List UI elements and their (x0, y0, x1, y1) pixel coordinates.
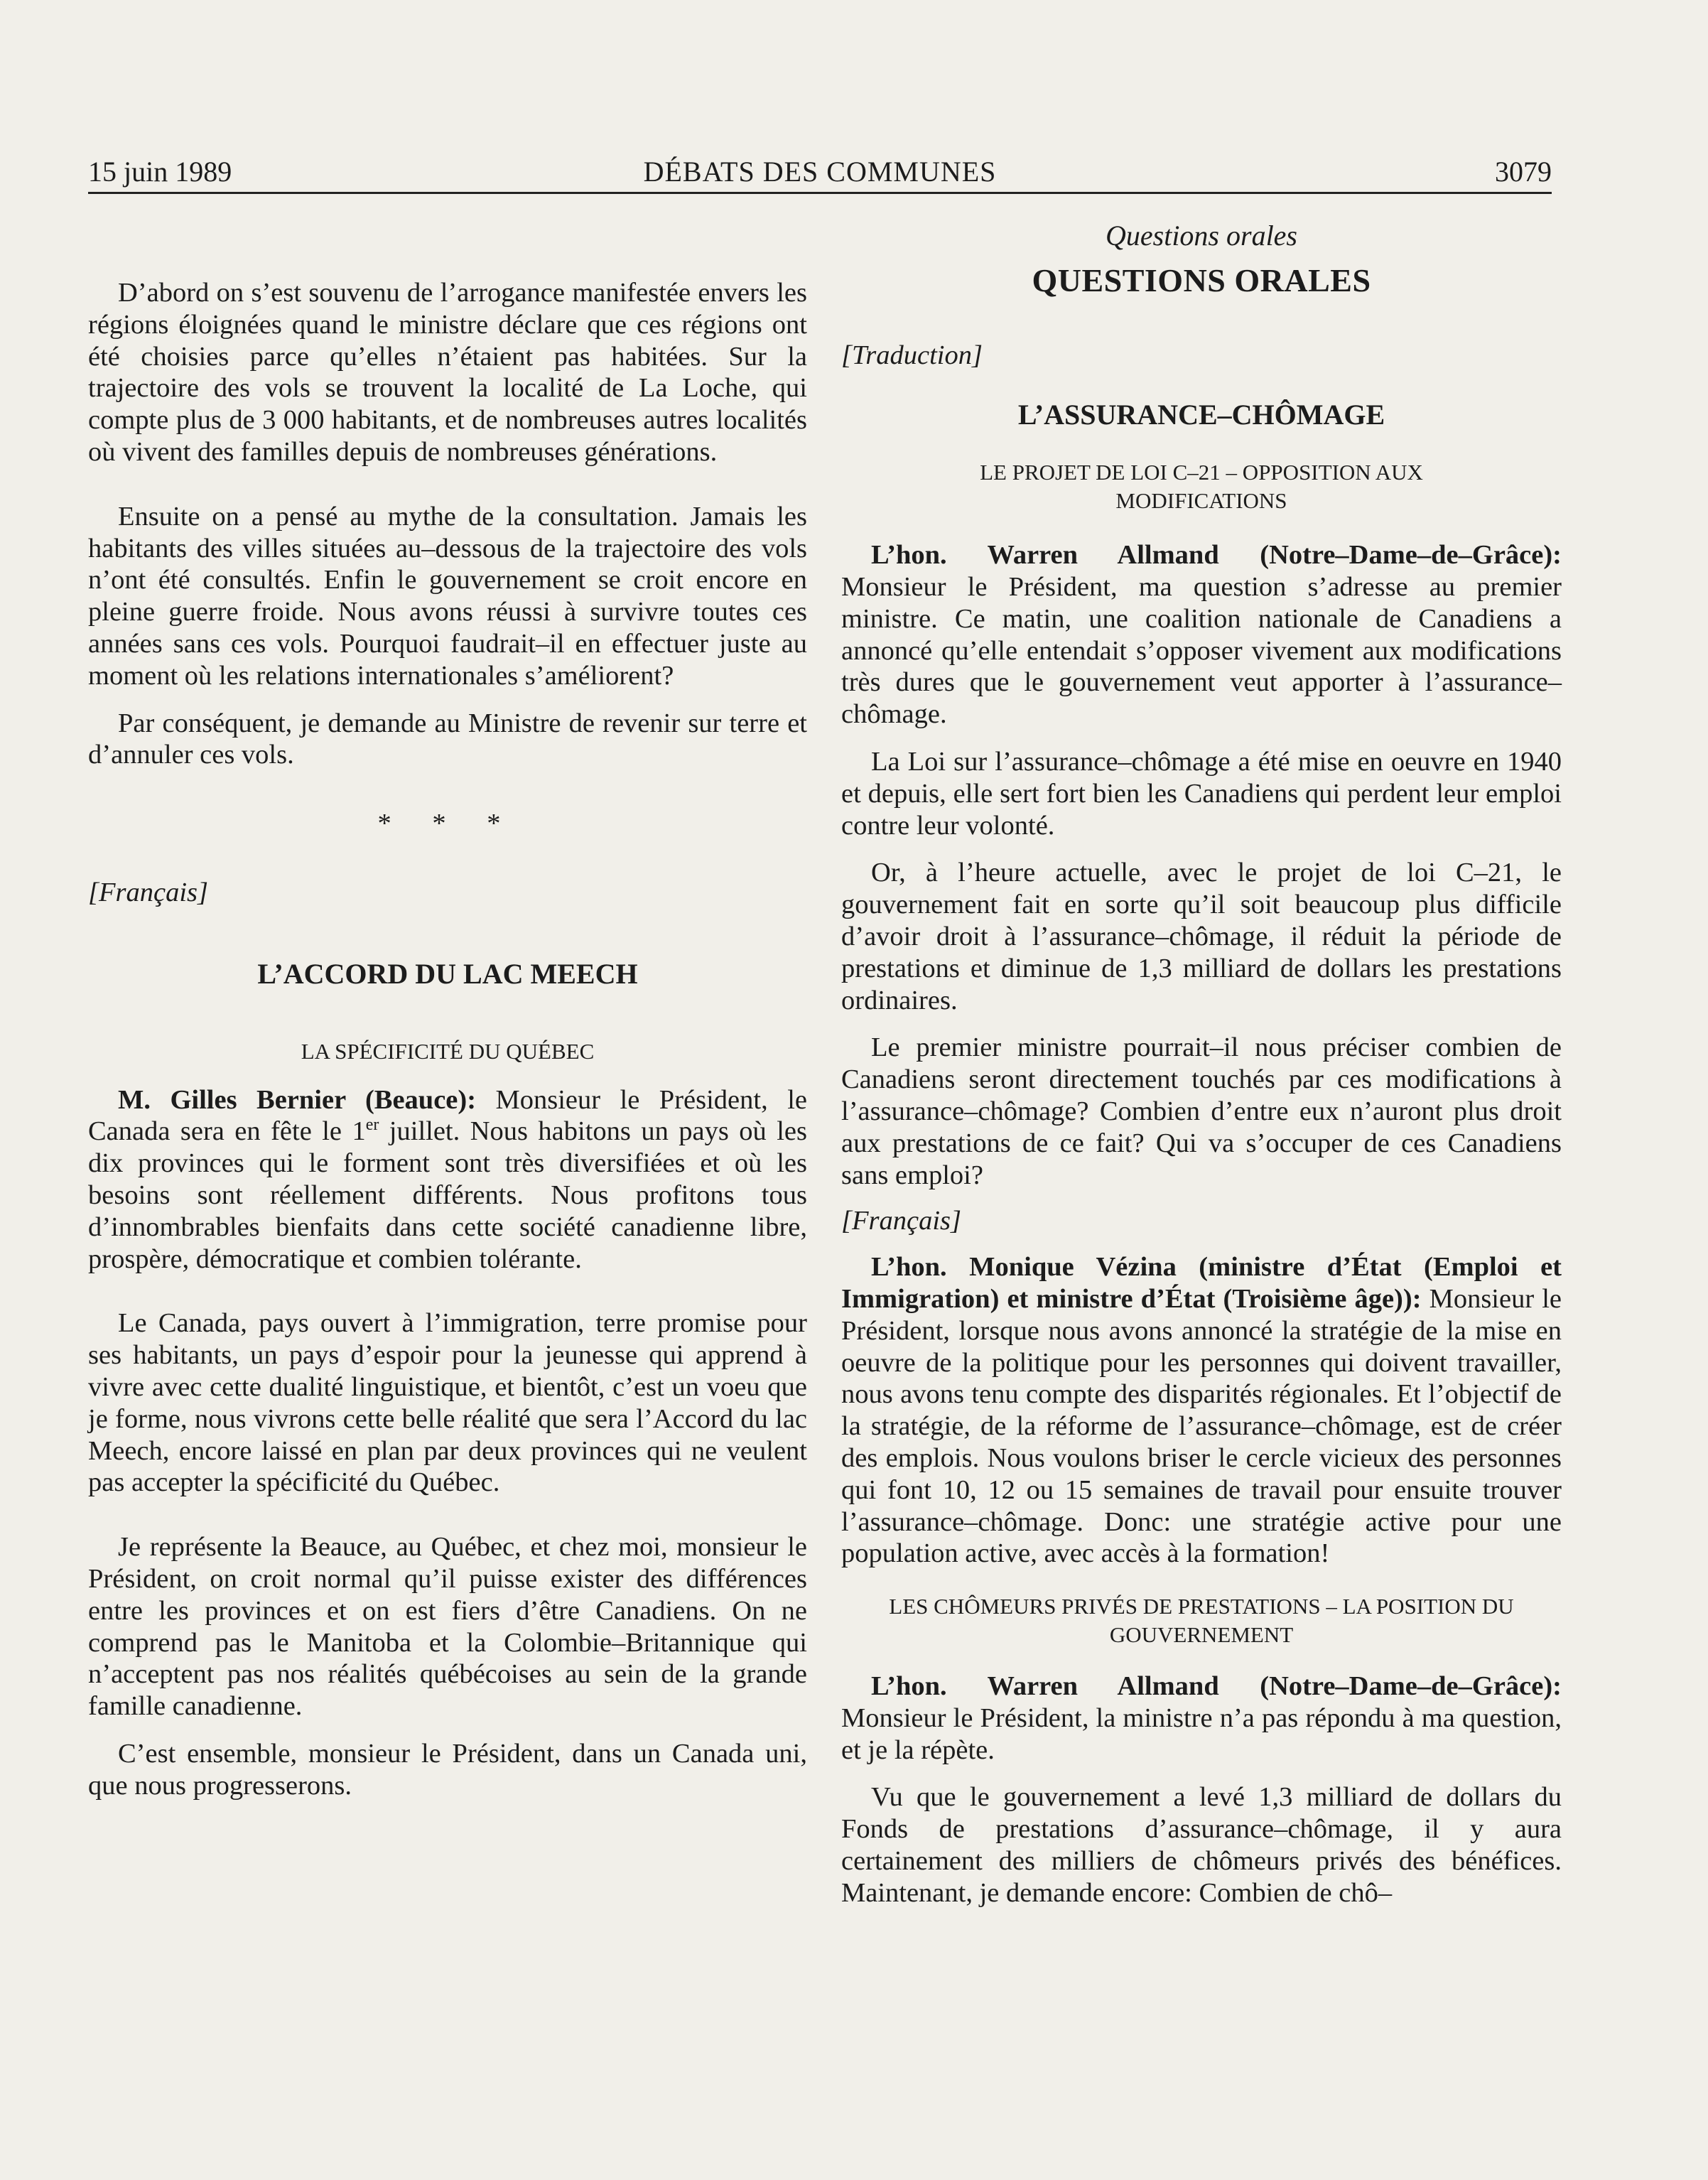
paragraph: Le Canada, pays ouvert à l’immigration, terre promise pour ses habitants, un pays d’espoir pour la jeunesse qui apprend à vivre avec cette dualité linguistique, et bientôt, c’est un voeu que je forme, nous vivrons cette belle réalité que sera l’Accord du lac Meech, encore laissé en plan par deux provinces qui ne veulent pas accepter la spécificité du Québec. (88, 1308, 807, 1498)
speaker-name: L’hon. Monique Vézina (ministre d’État (Emploi et Immigration) et ministre d’État (Troisième âge)): (841, 1252, 1562, 1314)
paragraph (88, 1084, 807, 1275)
paragraph: Or, à l’heure actuelle, avec le projet de loi C–21, le gouvernement fait en sorte qu’il soit beaucoup plus difficile d’avoir droit à l’assurance–chômage, il réduit la période de prestations et diminue de 1,3 milliard de dollars les prestations ordinaires. (841, 858, 1562, 1015)
speech-text: Monsieur le Président, lorsque nous avons annoncé la stratégie de la mise en oeuvre de la politique pour les personnes qui doivent travailler, nous avons tenu compte des disparités régionales. Et l’objectif de la stratégie, de la réforme de l’assurance–chômage, est de créer des emplois. Nous voulons briser le cercle vicieux des personnes qui font 10, 12 ou 15 semaines de travail pour ensuite trouver l’assurance–chômage. Donc: une stratégie active pour une population active, avec accès à la formation! (841, 1283, 1562, 1569)
running-head: Questions orales (1106, 220, 1297, 252)
paragraph: La Loi sur l’assurance–chômage a été mise en oeuvre en 1940 et depuis, elle sert fort bien les Canadiens qui perdent leur emploi contre leur volonté. (841, 746, 1562, 841)
paragraph: Le premier ministre pourrait–il nous préciser combien de Canadiens seront directement touchés par ces modifications à l’assurance–chômage? Combien d’entre eux n’auront plus droit aux prestations de ce fait? Qui va s’occuper de ces Canadiens sans emploi? (841, 1032, 1562, 1190)
speaker-name: L’hon. Warren Allmand (Notre–Dame–de–Grâce): (871, 540, 1562, 571)
section-title: L’ACCORD DU LAC MEECH (257, 957, 638, 990)
subsection-title: LE PROJET DE LOI C–21 – OPPOSITION AUX MODIFICATIONS (980, 460, 1423, 514)
section-separator: * * * (377, 809, 518, 839)
right-column (841, 220, 1562, 1909)
speaker-name: M. Gilles Bernier (Beauce): (118, 1084, 477, 1115)
left-column (88, 277, 807, 1801)
language-marker: [Traduction] (841, 340, 983, 370)
section-title: L’ASSURANCE–CHÔMAGE (1017, 399, 1385, 431)
main-title: QUESTIONS ORALES (1032, 261, 1371, 298)
subsection-title: LES CHÔMEURS PRIVÉS DE PRESTATIONS – LA POSITION DU GOUVERNEMENT (889, 1594, 1514, 1648)
paragraph (841, 539, 1562, 730)
paragraph: Je représente la Beauce, au Québec, et chez moi, monsieur le Président, on croit normal qu’il puisse exister des différences entre les provinces et on est fiers d’être Canadiens. On ne comprend pas le Manitoba et la Colombie–Britannique qui n’acceptent pas nos réalités québécoises au sein de la grande famille canadienne. (88, 1532, 807, 1722)
speech-text: Monsieur le Président, la ministre n’a pas répondu à ma question, et je la répète. (841, 1703, 1562, 1765)
paragraph (841, 1671, 1562, 1766)
paragraph: D’abord on s’est souvenu de l’arrogance manifestée envers les régions éloignées quand le ministre déclare que ces régions ont été choisies parce qu’elles n’étaient pas habitées. Sur la trajectoire des vols se trouvent la localité de La Loche, qui compte plus de 3 000 habitants, et de nombreuses autres localités où vivent des familles depuis de nombreuses générations. (88, 278, 807, 467)
speech-text: juillet. Nous habitons un pays où les dix provinces qui le forment sont très diversifiées et où les besoins sont réellement différents. Nous profitons tous d’innombrables bienfaits dans cette société canadienne libre, prospère, démocratique et combien tolérante. (88, 1116, 807, 1274)
header-title: DÉBATS DES COMMUNES (643, 156, 997, 188)
paragraph: Par conséquent, je demande au Ministre de revenir sur terre et d’annuler ces vols. (88, 708, 807, 770)
speech-text: Monsieur le Président, ma question s’adresse au premier ministre. Ce matin, une coalition nationale de Canadiens a annoncé qu’elle entendait s’opposer vivement aux modifications très dures que le gouvernement veut apporter à l’assurance–chômage. (841, 571, 1562, 730)
speech-text: Monsieur le Président, le Canada sera en fête le 1 (88, 1084, 807, 1147)
speaker-name: L’hon. Warren Allmand (Notre–Dame–de–Grâce): (871, 1671, 1562, 1702)
paragraph: Vu que le gouvernement a levé 1,3 milliard de dollars du Fonds de prestations d’assurance–chômage, il y aura certainement des milliers de chômeurs privés des bénéfices. Maintenant, je demande encore: Combien de chô– (841, 1782, 1562, 1908)
paragraph (841, 1251, 1562, 1570)
language-marker: [Français] (841, 1206, 961, 1236)
superscript: er (365, 1116, 379, 1135)
page-number: 3079 (1495, 156, 1552, 188)
paragraph: Ensuite on a pensé au mythe de la consultation. Jamais les habitants des villes situées au–dessous de la trajectoire des vols n’ont été consultés. Enfin le gouvernement se croit encore en pleine guerre froide. Nous avons réussi à survivre toutes ces années sans ces vols. Pourquoi faudrait–il en effectuer juste au moment où les relations internationales s’améliorent? (88, 501, 807, 691)
header-date: 15 juin 1989 (88, 156, 232, 188)
paragraph: C’est ensemble, monsieur le Président, dans un Canada uni, que nous progresserons. (88, 1738, 807, 1801)
language-marker: [Français] (88, 877, 208, 907)
page-header (88, 152, 1552, 194)
subsection-title: LA SPÉCIFICITÉ DU QUÉBEC (301, 1038, 595, 1064)
